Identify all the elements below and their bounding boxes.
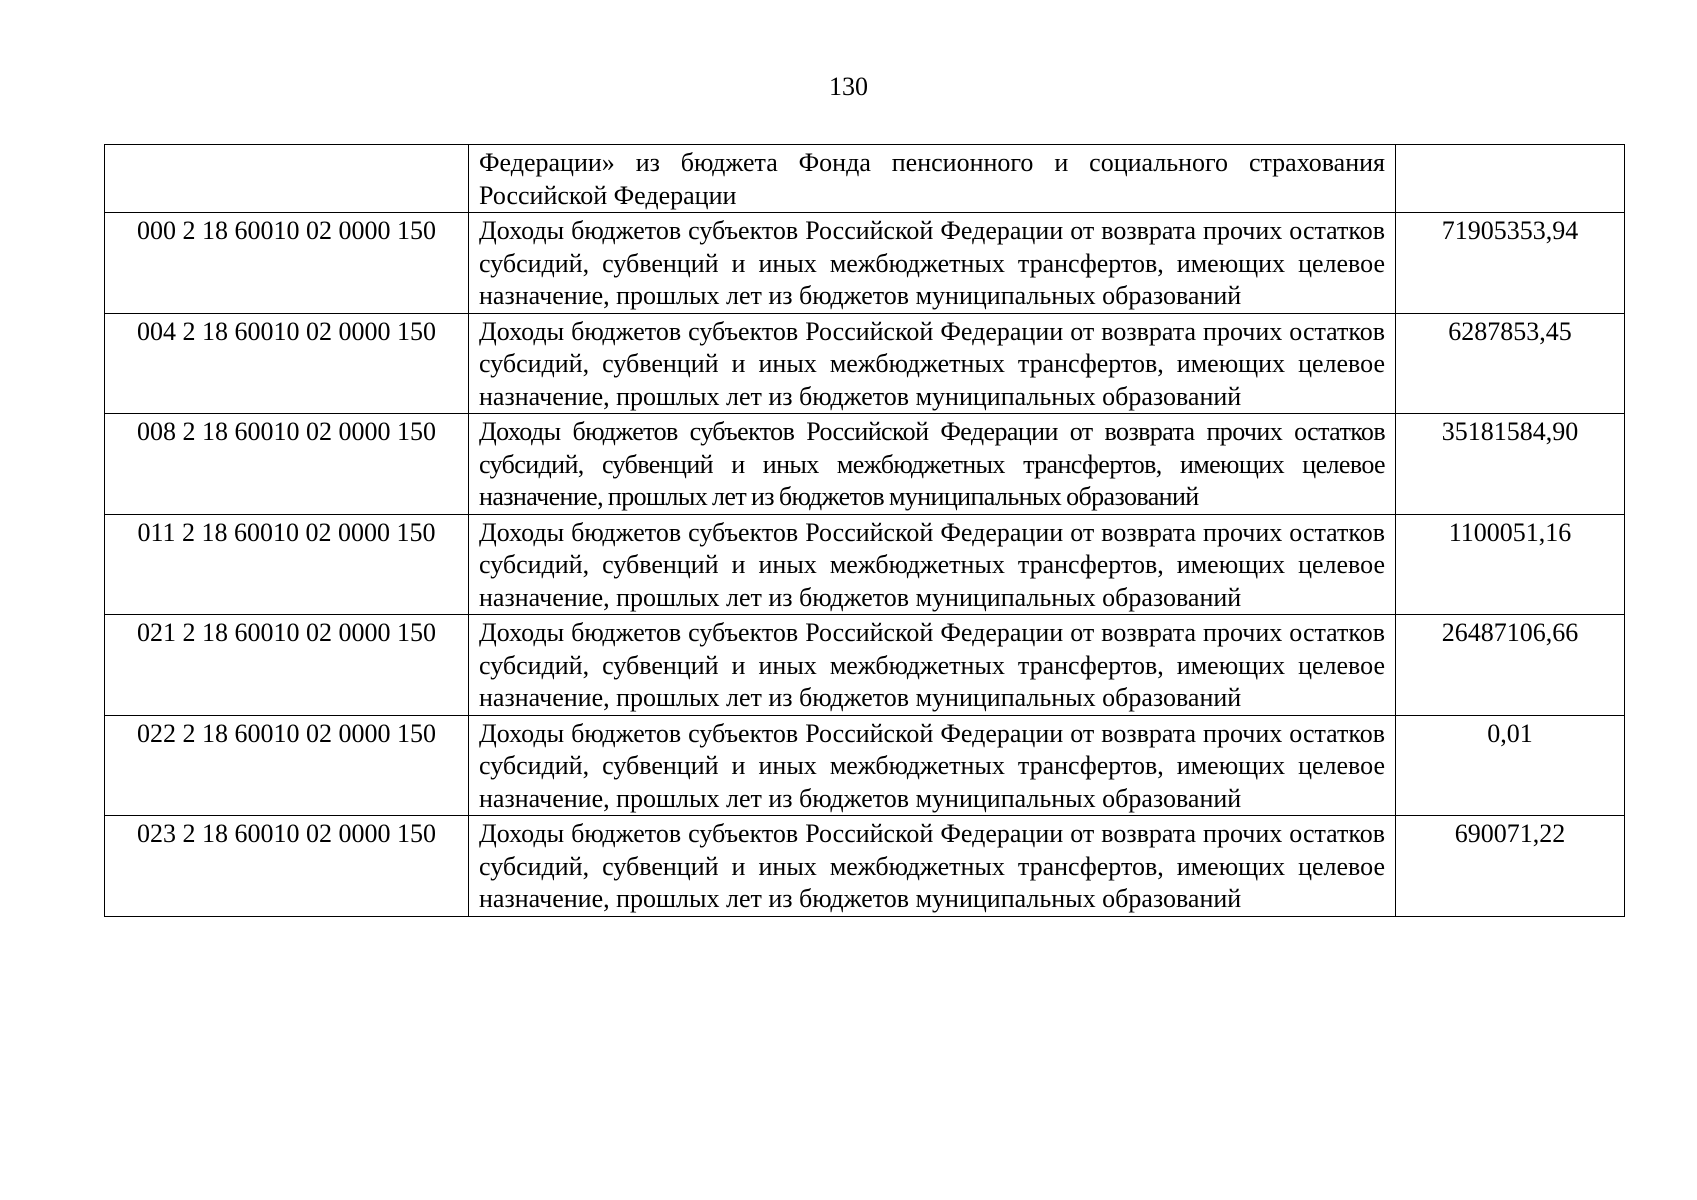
revenue-name: Доходы бюджетов субъектов Российской Федерации от возврата прочих остатков субсидий, субвенций и иных межбюджетных трансфертов, имеющих целевое назначение, прошлых лет из бюджетов муниципальных образований bbox=[469, 414, 1396, 515]
revenue-name: Федерации» из бюджета Фонда пенсионного и социального страхования Российской Федерации bbox=[469, 145, 1396, 213]
table-row bbox=[105, 715, 1625, 816]
table-row bbox=[105, 514, 1625, 615]
table-row bbox=[105, 615, 1625, 716]
amount: 690071,22 bbox=[1396, 816, 1625, 917]
classification-code: 021 2 18 60010 02 0000 150 bbox=[105, 615, 469, 716]
classification-code: 011 2 18 60010 02 0000 150 bbox=[105, 514, 469, 615]
classification-code: 023 2 18 60010 02 0000 150 bbox=[105, 816, 469, 917]
amount: 1100051,16 bbox=[1396, 514, 1625, 615]
classification-code: 008 2 18 60010 02 0000 150 bbox=[105, 414, 469, 515]
classification-code: 004 2 18 60010 02 0000 150 bbox=[105, 313, 469, 414]
amount: 26487106,66 bbox=[1396, 615, 1625, 716]
amount: 0,01 bbox=[1396, 715, 1625, 816]
revenue-name: Доходы бюджетов субъектов Российской Федерации от возврата прочих остатков субсидий, субвенций и иных межбюджетных трансфертов, имеющих целевое назначение, прошлых лет из бюджетов муниципальных образований bbox=[469, 213, 1396, 314]
revenue-table bbox=[104, 144, 1625, 917]
classification-code: 022 2 18 60010 02 0000 150 bbox=[105, 715, 469, 816]
revenue-name: Доходы бюджетов субъектов Российской Федерации от возврата прочих остатков субсидий, субвенций и иных межбюджетных трансфертов, имеющих целевое назначение, прошлых лет из бюджетов муниципальных образований bbox=[469, 313, 1396, 414]
classification-code bbox=[105, 145, 469, 213]
classification-code: 000 2 18 60010 02 0000 150 bbox=[105, 213, 469, 314]
table-row bbox=[105, 414, 1625, 515]
revenue-name: Доходы бюджетов субъектов Российской Федерации от возврата прочих остатков субсидий, субвенций и иных межбюджетных трансфертов, имеющих целевое назначение, прошлых лет из бюджетов муниципальных образований bbox=[469, 715, 1396, 816]
table-row bbox=[105, 213, 1625, 314]
table-row bbox=[105, 313, 1625, 414]
amount: 71905353,94 bbox=[1396, 213, 1625, 314]
amount: 35181584,90 bbox=[1396, 414, 1625, 515]
table-row bbox=[105, 145, 1625, 213]
amount bbox=[1396, 145, 1625, 213]
amount: 6287853,45 bbox=[1396, 313, 1625, 414]
revenue-name: Доходы бюджетов субъектов Российской Федерации от возврата прочих остатков субсидий, субвенций и иных межбюджетных трансфертов, имеющих целевое назначение, прошлых лет из бюджетов муниципальных образований bbox=[469, 615, 1396, 716]
table-row bbox=[105, 816, 1625, 917]
revenue-name: Доходы бюджетов субъектов Российской Федерации от возврата прочих остатков субсидий, субвенций и иных межбюджетных трансфертов, имеющих целевое назначение, прошлых лет из бюджетов муниципальных образований bbox=[469, 816, 1396, 917]
revenue-name: Доходы бюджетов субъектов Российской Федерации от возврата прочих остатков субсидий, субвенций и иных межбюджетных трансфертов, имеющих целевое назначение, прошлых лет из бюджетов муниципальных образований bbox=[469, 514, 1396, 615]
page-number: 130 bbox=[829, 72, 868, 101]
